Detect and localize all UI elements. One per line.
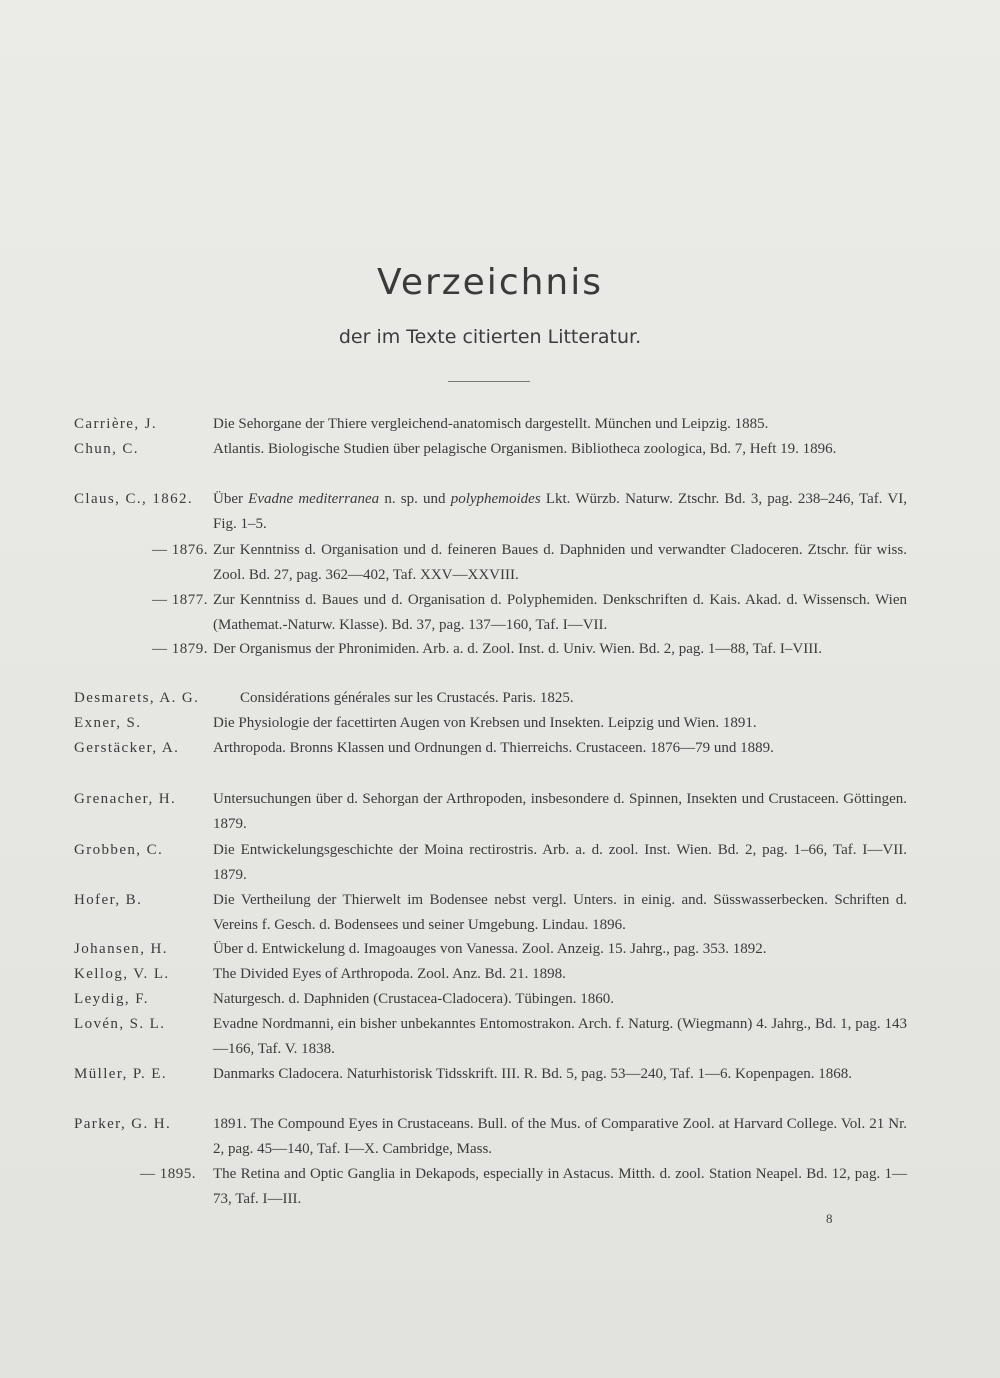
entry-author: Claus, C., 1862. <box>74 491 194 507</box>
entry-citation: Evadne Nordmanni, ein bisher unbekanntes Entomostrakon. Arch. f. Naturg. (Wiegmann) 4. Jahrg., Bd. 1, pag. 143—166, Taf. V. 1838. <box>213 1016 907 1057</box>
entry-author: Parker, G. H. <box>74 1116 172 1132</box>
entry-citation: Der Organismus der Phronimiden. Arb. a. d. Zool. Inst. d. Univ. Wien. Bd. 2, pag. 1—88, Taf. I–VIII. <box>213 641 822 657</box>
entry-citation: Zur Kenntniss d. Baues und d. Organisation d. Polyphemiden. Denkschriften d. Kais. Akad. d. Wissensch. Wien (Mathemat.-Naturw. Klasse). Bd. 37, pag. 137—160, Taf. I—VII. <box>213 592 907 633</box>
species-name-italic: Evadne mediterranea <box>248 491 380 507</box>
entry-author: Carrière, J. <box>74 416 158 432</box>
entry-citation: Danmarks Cladocera. Naturhistorisk Tidsskrift. III. R. Bd. 5, pag. 53—240, Taf. 1—6. Kopenpagen. 1868. <box>213 1066 853 1082</box>
entry-citation: Considérations générales sur les Crustacés. Paris. 1825. <box>240 690 574 706</box>
entry-citation: Untersuchungen über d. Sehorgan der Arthropoden, insbesondere d. Spinnen, Insekten und Crustaceen. Göttingen. 1879. <box>213 791 907 832</box>
entry-citation: The Retina and Optic Ganglia in Dekapods, especially in Astacus. Mitth. d. zool. Station Neapel. Bd. 12, pag. 1—73, Taf. I—III. <box>213 1166 907 1207</box>
entry-author: — 1895. <box>140 1166 196 1182</box>
entry-citation: Arthropoda. Bronns Klassen und Ordnungen d. Thierreichs. Crustaceen. 1876—79 und 1889. <box>213 740 774 756</box>
entry-citation: Die Vertheilung der Thierwelt im Bodensee nebst vergl. Unters. in einig. and. Süsswasserbecken. Schriften d. Vereins f. Gesch. d. Bodensees und seiner Umgebung. Lindau. 1896. <box>213 892 907 933</box>
citation-text: Lkt. Würzb. Naturw. Ztschr. Bd. 3, pag. 238–246, Taf. VI, Fig. 1–5. <box>213 491 907 532</box>
page-title: Verzeichnis <box>376 262 603 303</box>
entry-citation: 1891. The Compound Eyes in Crustaceans. Bull. of the Mus. of Comparative Zool. at Harvard College. Vol. 21 Nr. 2, pag. 45—140, Taf. I—X. Cambridge, Mass. <box>213 1116 907 1157</box>
entry-citation: Naturgesch. d. Daphniden (Crustacea-Cladocera). Tübingen. 1860. <box>213 991 614 1007</box>
entry-citation <box>213 487 907 536</box>
entry-citation: Zur Kenntniss d. Organisation und d. feineren Baues d. Daphniden und verwandter Cladoceren. Ztschr. für wiss. Zool. Bd. 27, pag. 362—402, Taf. XXV—XXVIII. <box>213 542 907 583</box>
entry-author: Gerstäcker, A. <box>74 740 180 756</box>
entry-author: — 1879. <box>152 641 208 657</box>
entry-citation: Atlantis. Biologische Studien über pelagische Organismen. Bibliotheca zoologica, Bd. 7, Heft 19. 1896. <box>213 441 837 457</box>
entry-author: Desmarets, A. G. <box>74 690 200 706</box>
entry-author: — 1876. <box>152 542 208 558</box>
entry-author: Leydig, F. <box>74 991 149 1007</box>
entry-author: Grenacher, H. <box>74 791 177 807</box>
entry-author: Chun, C. <box>74 441 139 457</box>
entry-author: — 1877. <box>152 592 208 608</box>
entry-author: Grobben, C. <box>74 842 164 858</box>
entry-author: Lovén, S. L. <box>74 1016 166 1032</box>
citation-text: n. sp. und <box>379 491 451 507</box>
entry-author: Johansen, H. <box>74 941 168 957</box>
citation-text: Über <box>213 491 249 507</box>
entry-author: Müller, P. E. <box>74 1066 168 1082</box>
title-divider <box>448 381 530 382</box>
entry-citation: Die Entwickelungsgeschichte der Moina rectirostris. Arb. a. d. zool. Inst. Wien. Bd. 2, pag. 1–66, Taf. I—VII. 1879. <box>213 842 907 883</box>
entry-citation: Die Physiologie der facettirten Augen von Krebsen und Insekten. Leipzig und Wien. 1891. <box>213 715 757 731</box>
page-number: 8 <box>826 1211 833 1226</box>
entry-author: Exner, S. <box>74 715 142 731</box>
page-subtitle: der im Texte citierten Litteratur. <box>338 326 642 348</box>
species-name-italic: polyphemoides <box>450 491 541 507</box>
entry-citation: Über d. Entwickelung d. Imagoauges von Vanessa. Zool. Anzeig. 15. Jahrg., pag. 353. 1892. <box>213 941 767 957</box>
entry-author: Hofer, B. <box>74 892 143 908</box>
entry-citation: The Divided Eyes of Arthropoda. Zool. Anz. Bd. 21. 1898. <box>213 966 566 982</box>
entry-citation: Die Sehorgane der Thiere vergleichend-anatomisch dargestellt. München und Leipzig. 1885. <box>213 416 769 432</box>
entry-author: Kellog, V. L. <box>74 966 170 982</box>
